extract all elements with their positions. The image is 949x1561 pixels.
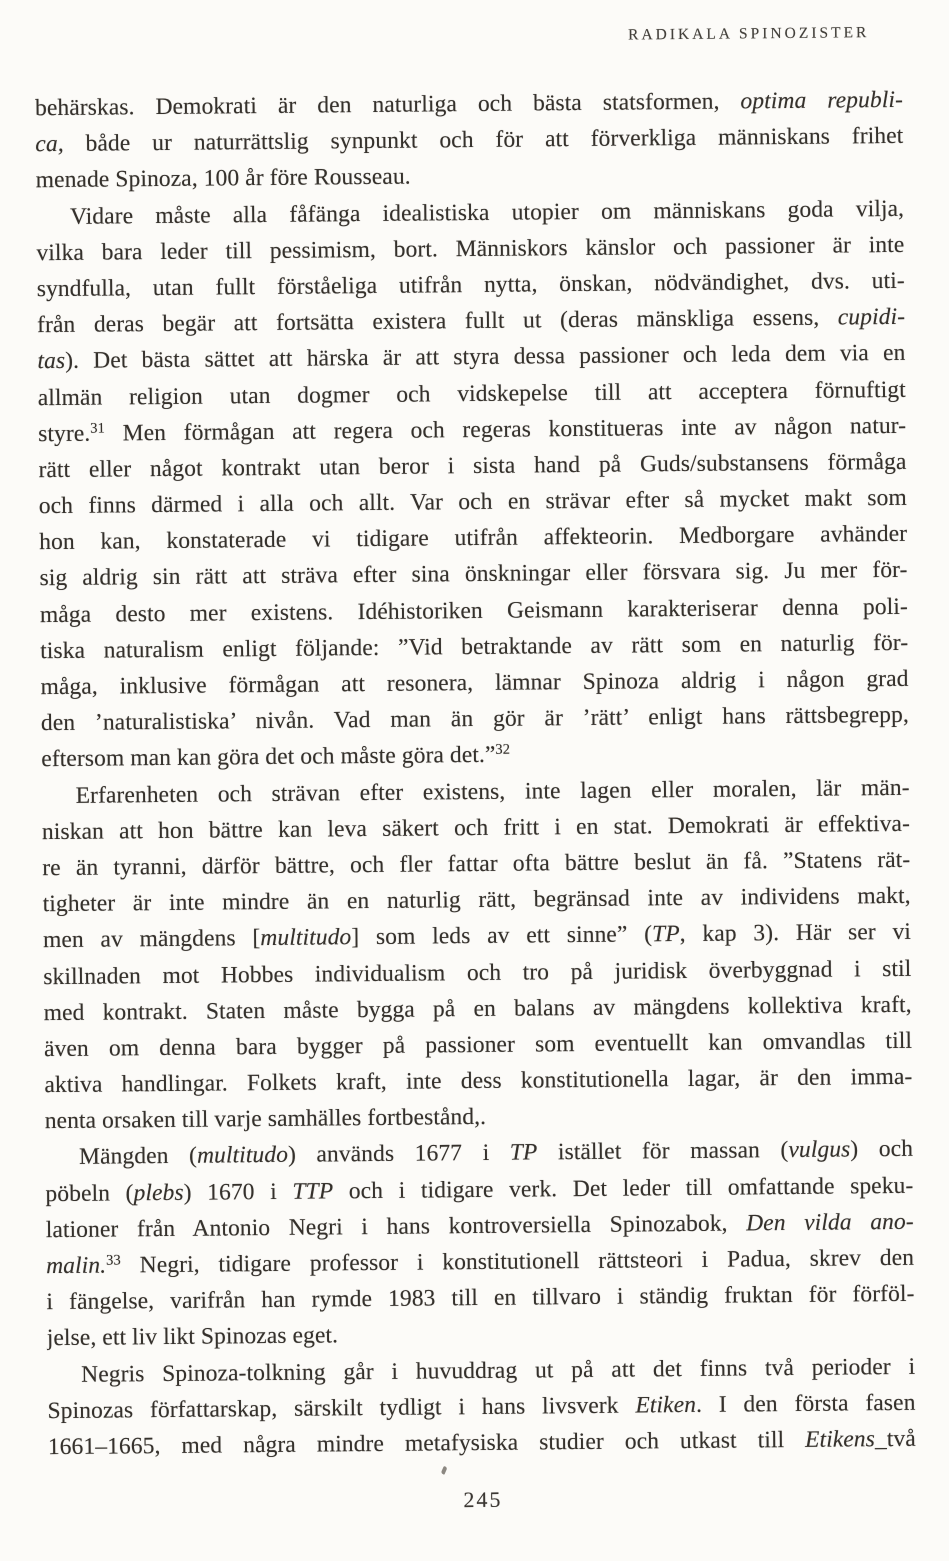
text-segment: Mängden ( <box>78 1143 198 1171</box>
footnote-reference: 33 <box>106 1252 121 1269</box>
text-segment: vilka bara leder till pessimism, bort. Människors känslor och passioner är inte <box>36 231 905 266</box>
text-segment: även om denna bara bygger på passioner som eventuellt kan omvandlas till <box>43 1027 913 1063</box>
text-segment: skillnaden mot Hobbes individualism och tro på juridisk överbyggnad i stil <box>43 955 912 990</box>
text-segment: behärskas. Demokrati är den naturliga och bästa statsformen, <box>34 88 741 122</box>
text-segment: multitudo <box>196 1142 289 1170</box>
text-segment: men av mängdens [ <box>42 925 261 954</box>
scan-speck <box>441 1466 448 1475</box>
text-segment: tiska naturalism enligt följande: ”Vid betraktande av rätt som en naturlig för- <box>40 629 909 664</box>
text-segment: jelse, ett liv likt Spinozas eget. <box>46 1322 339 1352</box>
text-segment: pöbeln ( <box>45 1179 134 1207</box>
text-segment: aktiva handlingar. Folkets kraft, inte dess konstitutionella lagar, är den imma- <box>44 1063 913 1099</box>
text-segment: sig aldrig sin rätt att sträva efter sina önskningar eller försvara sig. Ju mer för- <box>39 557 908 592</box>
text-segment: optima republi- <box>740 86 904 115</box>
footnote-reference: 32 <box>495 742 511 759</box>
text-segment: från deras begär att fortsätta existera fullt ut (deras mänskliga essens, <box>36 304 838 339</box>
text-segment: både ur naturrättslig synpunkt och för att förverkliga människans frihet <box>63 123 904 158</box>
text-segment: ) används 1677 i <box>287 1140 510 1169</box>
text-segment: Negris Spinoza-tolkning går i huvuddrag ut på att det finns två perioder i <box>81 1353 916 1388</box>
text-segment: styre. <box>38 420 91 447</box>
text-segment: istället för massan ( <box>537 1137 789 1166</box>
text-segment: Den vilda ano- <box>746 1208 914 1237</box>
page-number: 245 <box>463 1486 503 1513</box>
text-segment: med kontrakt. Staten måste bygga på en balans av mängdens kollektiva kraft, <box>43 991 912 1026</box>
footnote-reference: 31 <box>90 420 106 437</box>
text-segment: _två <box>874 1425 916 1453</box>
text-segment: TP <box>509 1139 538 1167</box>
body-text <box>35 82 916 1465</box>
text-segment: re än tyranni, därför bättre, och fler fattar ofta bättre beslut än få. ”Statens rät- <box>42 846 911 882</box>
text-segment: och i tidigare verk. Det leder till omfattande speku- <box>333 1172 914 1205</box>
text-segment: TP <box>651 921 680 948</box>
text-segment: 1661–1665, med några mindre metafysiska studier och utkast till <box>47 1426 806 1461</box>
text-segment: rätt eller något kontrakt utan beror i sista hand på Guds/substansens förmåga <box>38 448 907 484</box>
text-segment: Men förmågan att regera och regeras konstitueras inte av någon natur- <box>104 412 907 447</box>
text-segment: i fängelse, varifrån han rymde 1983 till en tillvaro i ständig fruktan för förföl- <box>46 1280 915 1316</box>
text-segment: nenta orsaken till varje samhälles fortbestånd,. <box>44 1104 487 1135</box>
text-segment: Etiken <box>635 1391 697 1419</box>
text-segment: Etikens <box>804 1426 876 1453</box>
text-segment: malin. <box>46 1252 107 1280</box>
text-segment: lationer från Antonio Negri i hans kontroversiella Spinozabok, <box>45 1210 747 1243</box>
text-segment: ). Det bästa sättet att härska är att styra dessa passioner och leda dem via en <box>65 340 906 375</box>
text-segment: vulgus <box>788 1136 851 1164</box>
text-segment: Erfarenheten och strävan efter existens, inte lagen eller moralen, lär män- <box>75 774 910 809</box>
text-segment: plebs <box>133 1179 184 1206</box>
text-segment: Vidare måste alla fåfänga idealistiska utopier om människans goda vilja, <box>69 195 905 230</box>
running-header: RADIKALA SPINOZISTER <box>627 24 870 44</box>
text-line <box>48 1421 916 1466</box>
text-segment: multitudo <box>260 924 352 952</box>
text-segment: eftersom man kan göra det och måste göra det.” <box>41 742 496 773</box>
text-segment: menade Spinoza, 100 år före Rousseau. <box>35 163 411 194</box>
text-segment: cupidi- <box>837 303 906 331</box>
text-segment: ca, <box>35 131 64 158</box>
text-segment: , kap 3). Här ser vi <box>679 919 912 948</box>
text-segment: ] som leds av ett sinne” ( <box>351 921 653 951</box>
text-segment: . I den första fasen <box>695 1389 916 1418</box>
text-segment: tigheter är inte mindre än en naturlig rätt, begränsad inte av individens makt, <box>42 882 911 918</box>
text-segment: ) 1670 i <box>183 1178 293 1206</box>
text-segment: allmän religion utan dogmer och vidskepelse till att acceptera förnuftigt <box>37 376 906 411</box>
text-segment: ) och <box>850 1136 914 1163</box>
text-segment: syndfulla, utan fullt förståeliga utifrån nytta, önskan, nödvändighet, dvs. uti- <box>36 267 905 303</box>
text-segment: och finns därmed i alla och allt. Var och en strävar efter så mycket makt som <box>38 484 907 520</box>
text-segment: niskan att hon bättre kan leva säkert och fritt i en stat. Demokrati är effektiva- <box>41 810 911 845</box>
text-segment: måga desto mer existens. Idéhistoriken Geismann karakteriserar denna poli- <box>39 593 908 628</box>
text-segment: den ’naturalistiska’ nivån. Vad man än gör är ’rätt’ enligt hans rättsbegrepp, <box>40 702 910 737</box>
text-segment: måga, inklusive förmågan att resonera, lämnar Spinoza aldrig i någon grad <box>40 665 909 701</box>
text-segment: hon kan, konstaterade vi tidigare utifrån affekteorin. Medborgare avhänder <box>39 521 908 556</box>
text-segment: Spinozas författarskap, särskilt tydligt i hans livsverk <box>47 1392 636 1424</box>
text-segment: tas <box>37 348 66 375</box>
text-segment: TTP <box>292 1178 334 1205</box>
text-segment: Negri, tidigare professor i konstitutionell rättsteori i Padua, skrev den <box>120 1244 915 1279</box>
